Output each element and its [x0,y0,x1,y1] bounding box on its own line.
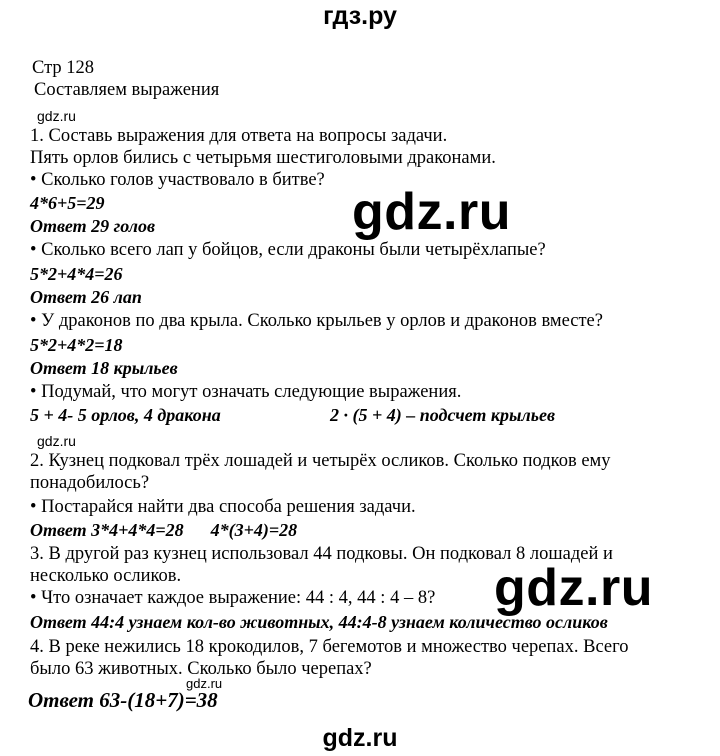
task-3-answer: Ответ 44:4 узнаем кол-во животных, 44:4-8 узнаем количество осликов [30,612,608,632]
answer-expression-3: 5*2+4*2=18 [30,335,123,355]
question-2: • Сколько всего лап у бойцов, если драконы были четырёхлапые? [30,240,546,260]
answer-4b: 2 · (5 + 4) – подсчет крыльев [330,405,556,425]
task-3-line-1: 3. В другой раз кузнец использовал 44 подковы. Он подковал 8 лошадей и [30,544,613,564]
page-number: Стр 128 [32,58,95,78]
answer-expression-1: 4*6+5=29 [30,193,105,213]
question-1: • Сколько голов участвовало в битве? [30,170,325,190]
watermark-large: gdz.ru [352,183,511,241]
answer-expression-2: 5*2+4*4=26 [30,264,123,284]
question-3: • У драконов по два крыла. Сколько крыльев у орлов и драконов вместе? [30,311,603,331]
watermark-large: gdz.ru [494,559,653,617]
task-2-question: • Постарайся найти два способа решения задачи. [30,497,416,517]
task-4-line-2: было 63 животных. Сколько было черепах? [30,659,372,679]
task-1-title: 1. Составь выражения для ответа на вопросы задачи. [30,126,448,146]
task-2-line-2: понадобилось? [30,473,150,493]
task-2-answer: Ответ 3*4+4*4=28 4*(3+4)=28 [30,520,298,540]
task-3-question: • Что означает каждое выражение: 44 : 4, 44 : 4 – 8? [30,588,436,608]
page-title: Составляем выражения [34,80,220,100]
watermark-small: gdz.ru [37,433,76,449]
task-2-line-1: 2. Кузнец подковал трёх лошадей и четырёх осликов. Сколько подков ему [30,451,611,471]
answer-1: Ответ 29 голов [30,216,156,236]
answer-4a: 5 + 4- 5 орлов, 4 дракона [30,405,221,425]
answer-3: Ответ 18 крыльев [30,358,178,378]
site-header: гдз.ру [323,2,397,30]
question-4: • Подумай, что могут означать следующие выражения. [30,382,462,402]
task-4-answer: Ответ 63-(18+7)=38 [28,688,218,712]
watermark-footer: gdz.ru [322,724,398,752]
task-1-condition: Пять орлов бились с четырьмя шестиголовыми драконами. [30,148,496,168]
task-3-line-2: несколько осликов. [30,566,182,586]
task-4-line-1: 4. В реке нежились 18 крокодилов, 7 бегемотов и множество черепах. Всего [30,637,629,657]
watermark-small: gdz.ru [186,676,223,691]
answer-2: Ответ 26 лап [30,287,142,307]
watermark-small: gdz.ru [37,108,76,124]
